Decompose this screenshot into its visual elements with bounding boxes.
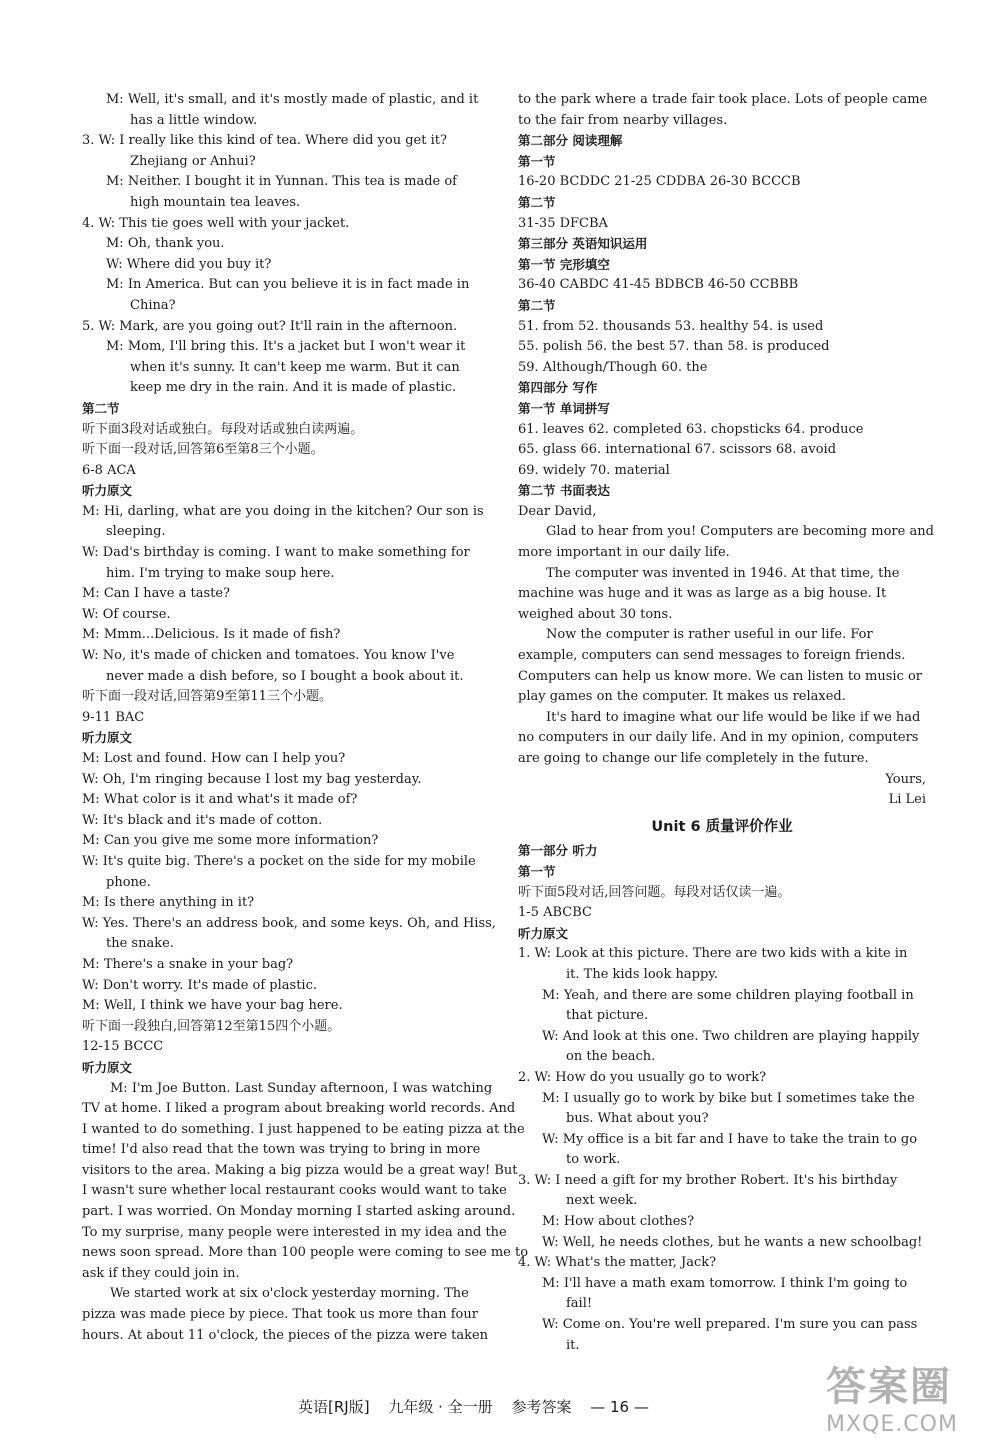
text-line: sleeping. [106, 524, 166, 540]
text-line: are going to change our life completely in the future. [518, 751, 869, 766]
text-line: 69. widely 70. material [518, 462, 670, 478]
footer-grade: 九年级 · 全一册 [388, 1398, 493, 1416]
text-line: W: Yes. There's an address book, and some keys. Oh, and Hiss, [82, 915, 496, 931]
text-line: time! I'd also read that the town was trying to bring in more [82, 1142, 481, 1158]
text-line: keep me dry in the rain. And it is made of plastic. [130, 380, 457, 396]
text-line: 61. leaves 62. completed 63. chopsticks 64. produce [518, 421, 864, 437]
text-line: 第一节 [518, 863, 556, 879]
text-line: M: What color is it and what's it made of? [82, 792, 358, 808]
text-line: 9-11 BAC [82, 709, 145, 725]
text-line: W: Of course. [82, 606, 171, 622]
text-line: The computer was invented in 1946. At that time, the [546, 565, 900, 581]
text-line: W: It's quite big. There's a pocket on the side for my mobile [82, 853, 476, 869]
text-line: 3. W: I really like this kind of tea. Where did you get it? [82, 133, 447, 149]
text-line: has a little window. [130, 112, 258, 128]
text-line: Zhejiang or Anhui? [130, 153, 256, 169]
text-line: 65. glass 66. international 67. scissors 68. avoid [518, 442, 837, 458]
text-line: it. The kids look happy. [566, 966, 719, 982]
text-line: ask if they could join in. [82, 1265, 240, 1281]
text-line: W: Come on. You're well prepared. I'm sure you can pass [542, 1317, 918, 1333]
text-line: 听力原文 [82, 1059, 133, 1075]
text-line: fail! [566, 1296, 593, 1312]
text-line: M: In America. But can you believe it is in fact made in [106, 277, 470, 293]
text-line: 55. polish 56. the best 57. than 58. is produced [518, 339, 830, 355]
text-line: news soon spread. More than 100 people were coming to see me to [82, 1245, 529, 1261]
text-line: example, computers can send messages to foreign friends. [518, 648, 906, 664]
text-line: 51. from 52. thousands 53. healthy 54. is used [518, 318, 824, 334]
text-line: 4. W: This tie goes well with your jacket. [82, 215, 350, 231]
text-line: Computers can help us know more. We can listen to music or [518, 668, 923, 684]
text-line: M: Yeah, and there are some children playing football in [542, 987, 914, 1003]
text-line: TV at home. I liked a program about breaking world records. And [82, 1101, 516, 1117]
text-line: W: Where did you buy it? [106, 256, 272, 272]
text-line: 第一节 完形填空 [518, 256, 610, 272]
text-line: weighed about 30 tons. [518, 606, 673, 622]
text-line: M: Is there anything in it? [82, 895, 255, 911]
text-line: 31-35 DFCBA [518, 215, 608, 231]
text-line: 第一节 单词拼写 [518, 400, 610, 416]
text-line: China? [130, 297, 176, 313]
page-footer [298, 1396, 663, 1417]
text-line: 2. W: How do you usually go to work? [518, 1069, 767, 1085]
text-line: M: Oh, thank you. [106, 236, 225, 252]
text-line: Dear David, [518, 503, 597, 519]
text-line: 59. Although/Though 60. the [518, 359, 708, 375]
footer-subject: 英语[RJ版] [298, 1398, 370, 1416]
text-line: pizza was made piece by piece. That took us more than four [82, 1307, 478, 1323]
text-line: 听下面3段对话或独白。每段对话或独白读两遍。 [82, 421, 364, 437]
text-line: 第二节 [82, 400, 120, 416]
text-line: W: No, it's made of chicken and tomatoes. You know I've [82, 648, 455, 664]
right-bottom-section [518, 841, 926, 1356]
text-line: to the park where a trade fair took place. Lots of people came [518, 92, 928, 107]
text-line: Glad to hear from you! Computers are becoming more and [546, 524, 934, 540]
text-line: It's hard to imagine what our life would be like if we had [546, 709, 921, 725]
text-line: M: Hi, darling, what are you doing in the kitchen? Our son is [82, 503, 484, 519]
text-line: M: I'll have a math exam tomorrow. I think I'm going to [542, 1275, 908, 1291]
text-line: 听力原文 [82, 483, 133, 499]
text-line: W: Well, he needs clothes, but he wants a new schoolbag! [542, 1234, 923, 1250]
text-line: I wanted to do something. I just happened to be eating pizza at the [82, 1121, 525, 1137]
text-line: W: Dad's birthday is coming. I want to make something for [82, 545, 470, 561]
text-line: 1. W: Look at this picture. There are two kids with a kite in [518, 946, 908, 962]
text-line: machine was huge and it was as large as a big house. It [518, 586, 887, 602]
text-line: to the fair from nearby villages. [518, 112, 728, 128]
text-line: M: Lost and found. How can I help you? [82, 751, 346, 766]
text-line: bus. What about you? [566, 1111, 709, 1127]
text-line: that picture. [566, 1008, 649, 1024]
text-line: M: Neither. I bought it in Yunnan. This tea is made of [106, 174, 457, 190]
text-line: it. [566, 1337, 580, 1353]
text-line: 第二部分 阅读理解 [518, 133, 623, 149]
text-line: M: Mom, I'll bring this. It's a jacket but I won't wear it [106, 339, 466, 355]
text-line: 36-40 CABDC 41-45 BDBCB 46-50 CCBBB [518, 277, 799, 293]
footer-page-number: — 16 — [590, 1398, 649, 1416]
text-line: no computers in our daily life. And in my opinion, computers [518, 730, 919, 746]
text-line: when it's sunny. It can't keep me warm. But it can [130, 359, 460, 375]
right-column [518, 90, 934, 1356]
text-line: 16-20 BCDDC 21-25 CDDBA 26-30 BCCCB [518, 174, 801, 190]
watermark-url: MXQE.COM [826, 1412, 958, 1437]
text-line: phone. [106, 874, 151, 890]
text-line: 第一节 [518, 153, 556, 169]
text-line: 听下面5段对话,回答问题。每段对话仅读一遍。 [518, 884, 791, 900]
text-line: M: There's a snake in your bag? [82, 956, 294, 972]
text-line: 听下面一段对话,回答第9至第11三个小题。 [82, 689, 332, 705]
text-line: W: Oh, I'm ringing because I lost my bag yesterday. [82, 771, 422, 787]
text-line: 第四部分 写作 [518, 380, 598, 396]
text-line: I wasn't sure whether local restaurant cooks would want to take [82, 1183, 507, 1199]
text-line: M: Can I have a taste? [82, 586, 231, 602]
text-line: Now the computer is rather useful in our life. For [546, 627, 873, 643]
text-line: him. I'm trying to make soup here. [106, 565, 335, 581]
text-line: hours. At about 11 o'clock, the pieces of the pizza were taken [82, 1327, 489, 1343]
text-line: To my surprise, many people were interested in my idea and the [82, 1224, 507, 1240]
text-line: visitors to the area. Making a big pizza would be a great way! But [82, 1162, 518, 1178]
text-line: 3. W: I need a gift for my brother Robert. It's his birthday [518, 1172, 898, 1188]
text-line: 听力原文 [518, 925, 569, 941]
text-line: 听下面一段独白,回答第12至第15四个小题。 [82, 1018, 341, 1034]
text-line: M: Well, it's small, and it's mostly made of plastic, and it [106, 92, 479, 107]
text-line: part. I was worried. On Monday morning I started asking around. [82, 1204, 516, 1220]
footer-answers: 参考答案 [511, 1398, 572, 1416]
text-line: 4. W: What's the matter, Jack? [518, 1255, 717, 1271]
text-line: never made a dish before, so I bought a book about it. [106, 668, 464, 684]
watermark-logo-text: 答案圈 [826, 1364, 952, 1410]
text-line: M: I usually go to work by bike but I sometimes take the [542, 1090, 915, 1106]
text-line: 12-15 BCCC [82, 1039, 164, 1055]
text-line: 第二节 书面表达 [518, 483, 610, 499]
text-line: M: Well, I think we have your bag here. [82, 998, 343, 1014]
text-line: M: I'm Joe Button. Last Sunday afternoon, I was watching [110, 1080, 493, 1096]
text-line: Yours, [885, 771, 926, 787]
text-line: M: Can you give me some more information? [82, 833, 379, 849]
text-line: M: How about clothes? [542, 1214, 695, 1230]
text-line: play games on the computer. It makes us relaxed. [518, 689, 846, 705]
text-line: 第二节 [518, 194, 556, 210]
unit-title: Unit 6 质量评价作业 [651, 818, 793, 835]
text-line: W: And look at this one. Two children are playing happily [542, 1028, 920, 1044]
text-line: 5. W: Mark, are you going out? It'll rain in the afternoon. [82, 318, 458, 334]
text-line: Li Lei [888, 792, 926, 808]
text-line: W: My office is a bit far and I have to take the train to go [542, 1131, 918, 1147]
text-line: the snake. [106, 936, 174, 952]
text-line: 1-5 ABCBC [518, 905, 592, 921]
text-line: 第二节 [518, 297, 556, 313]
text-line: more important in our daily life. [518, 545, 730, 561]
text-line: M: Mmm...Delicious. Is it made of fish? [82, 627, 341, 643]
text-line: next week. [566, 1193, 638, 1209]
text-line: We started work at six o'clock yesterday morning. The [110, 1286, 469, 1302]
left-column [82, 90, 529, 1346]
text-line: to work. [566, 1152, 621, 1168]
text-line: W: Don't worry. It's made of plastic. [82, 977, 317, 993]
text-line: 第三部分 英语知识运用 [518, 236, 648, 252]
text-line: 听力原文 [82, 730, 133, 746]
text-line: on the beach. [566, 1049, 656, 1065]
watermark-logo [826, 1355, 976, 1435]
text-line: W: It's black and it's made of cotton. [82, 812, 323, 828]
text-line: high mountain tea leaves. [130, 194, 301, 210]
text-line: 第一部分 听力 [518, 843, 598, 859]
text-line: 6-8 ACA [82, 462, 136, 478]
right-top-section [518, 90, 934, 811]
text-line: 听下面一段对话,回答第6至第8三个小题。 [82, 442, 324, 458]
